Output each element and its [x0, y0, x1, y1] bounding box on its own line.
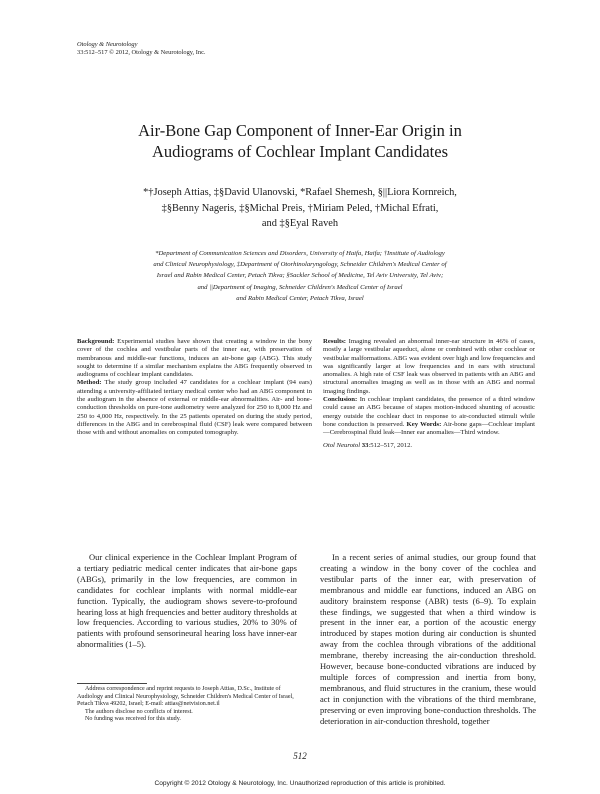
journal-citation: 33:512–517 © 2012, Otology & Neurotology, Inc.	[77, 49, 206, 57]
intro-paragraph: Our clinical experience in the Cochlear Implant Program of a tertiary pediatric medical center indicates that air-bone gaps (ABGs), primarily in the low frequencies, are common in candidates for cochlear implants with normal middle-ear function. Typically, the audiogram shows severe-to-profound hearing loss at high frequencies and better auditory thresholds at low frequencies. According to various studies, 20% to 30% of patients with profound sensorineural hearing loss have inner-ear abnormalities (1–5).	[77, 552, 297, 650]
abstract-results	[323, 338, 535, 396]
abstract-background	[77, 338, 312, 379]
affiliation-line: *Department of Communication Sciences and Disorders, University of Haifa, Haifa; †Institute of Audiology	[155, 250, 445, 257]
results-label: Results:	[323, 338, 347, 345]
footnote-address: Address correspondence and reprint requests to Joseph Attias, D.Sc., Institute of Audiology and Clinical Neurophysiology, Schneider Children's Medical Center of Israel, Petach Tikva 49202, Israel; E-mail: attias@netvision.net.il	[77, 686, 294, 708]
body-paragraph: In a recent series of animal studies, our group found that creating a window in the bony cover of the cochlea and vestibular parts of the inner ear, with preservation of membranous and middle ear functions, induced an ABG on auditory brainstem response (ABR) tests (6–9). To explain these findings, we suggested that when a third window is present in the inner ear, a portion of the acoustic energy introduced by stapes motion during air conduction is shunted away from the cochlea through vibrations of the additional membrane, thereby increasing the air-conduction threshold. However, because bone-conducted vibrations are induced by multiple forces of compression and inertia from bony, membranous, and fluid structures in the cranium, these would act in conjunction with the vibrations of the third membrane, preserving or even improving bone-conduction thresholds. The deterioration in air-conduction threshold, together	[320, 552, 536, 726]
keywords-text: Air-bone gaps—Cochlear implant—Cerebrospinal fluid leak—Inner ear anomalies—Third window.	[323, 420, 535, 437]
method-label: Method:	[77, 379, 102, 387]
article-citation	[323, 442, 535, 450]
author-line: ‡§Benny Nageris, ‡§Michal Preis, †Miriam Peled, †Michal Efrati,	[161, 202, 439, 214]
results-text: Imaging revealed an abnormal inner-ear structure in 46% of cases, mostly a large vestibular aqueduct, alone or combined with other cochlear or vestibular malformations. ABG was evident over high and low frequencies and was significantly larger at low frequencies and in ears with structural anomalies. A high rate of CSF leak was observed in patients with an ABG and structural anomalies imaging as well as in those with an ABG and normal imaging findings.	[323, 338, 535, 395]
affiliation-line: and ||Department of Imaging, Schneider Children's Medical Center of Israel	[197, 283, 403, 291]
abstract-conclusion	[323, 396, 535, 437]
article-title	[40, 120, 560, 162]
method-text: The study group included 47 candidates for a cochlear implant (94 ears) attending a university-affiliated tertiary medical center who had an ABG component in the audiogram in the absence of external or middle-ear abnormalities. Air- and bone-conduction thresholds on pure-tone audiometry were analyzed for 250 to 8,000 Hz and 250 to 4,000 Hz, respectively. In the 25 patients operated on during the study period, differences in the ABG and in cerebrospinal fluid (CSF) leak were compared between those with and without anomalies on computed tomography.	[77, 379, 312, 437]
journal-name: Otology & Neurotology	[77, 41, 138, 48]
body-right-column	[320, 552, 536, 727]
affiliation-line: and Rabin Medical Center, Petach Tikva, Israel	[236, 294, 364, 302]
conclusion-label: Conclusion:	[323, 396, 358, 404]
affiliations	[75, 248, 525, 304]
conclusion-text: In cochlear implant candidates, the presence of a third window could cause an ABG because of stapes motion-induced shunting of acoustic energy outside the cochlear duct in response to air-conducted stimuli while bone conduction is preserved.	[323, 396, 535, 428]
journal-header	[77, 41, 206, 58]
footnote-funding: No funding was received for this study.	[85, 716, 181, 723]
affiliation-line: and Clinical Neurophysiology, ‡Department of Otorhinolaryngology, Schneider Children's Medical Center of	[153, 261, 447, 269]
footnote-divider	[77, 683, 147, 684]
copyright-notice: Copyright © 2012 Otology & Neurotology, Inc. Unauthorized reproduction of this article is prohibited.	[154, 780, 446, 787]
abstract-left-column	[77, 338, 312, 438]
abstract-right-column	[323, 338, 535, 450]
author-line: *†Joseph Attias, ‡§David Ulanovski, *Rafael Shemesh, §||Liora Kornreich,	[143, 187, 457, 198]
author-line: and ‡§Eyal Raveh	[261, 218, 339, 229]
title-line: Audiograms of Cochlear Implant Candidates	[151, 142, 448, 161]
background-text: Experimental studies have shown that creating a window in the bony cover of the cochlea and vestibular parts of the inner ear, with preservation of membranous and middle-ear functions, induces an air-bone gap (ABG). This study sought to determine if a similar mechanism explains the ABG frequently observed in audiograms of cochlear implant candidates.	[77, 338, 312, 379]
citation-volume: 33	[360, 441, 369, 449]
footnotes	[77, 686, 299, 724]
affiliation-line: Israel and Rabin Medical Center, Petach Tikva; §Sackler School of Medicine, Tel Aviv University, Tel Aviv;	[156, 272, 444, 280]
citation-pages: :512–517, 2012.	[368, 441, 413, 449]
author-list	[60, 185, 540, 232]
footnote-conflicts: The authors disclose no conflicts of interest.	[85, 708, 193, 715]
keywords-label: Key Words:	[404, 420, 442, 428]
citation-journal: Otol Neurotol	[323, 441, 361, 449]
background-label: Background:	[77, 338, 115, 345]
abstract-method	[77, 379, 312, 437]
title-line: Air-Bone Gap Component of Inner-Ear Origin in	[138, 121, 462, 140]
page-number: 512	[293, 751, 307, 761]
body-left-column	[77, 552, 297, 650]
